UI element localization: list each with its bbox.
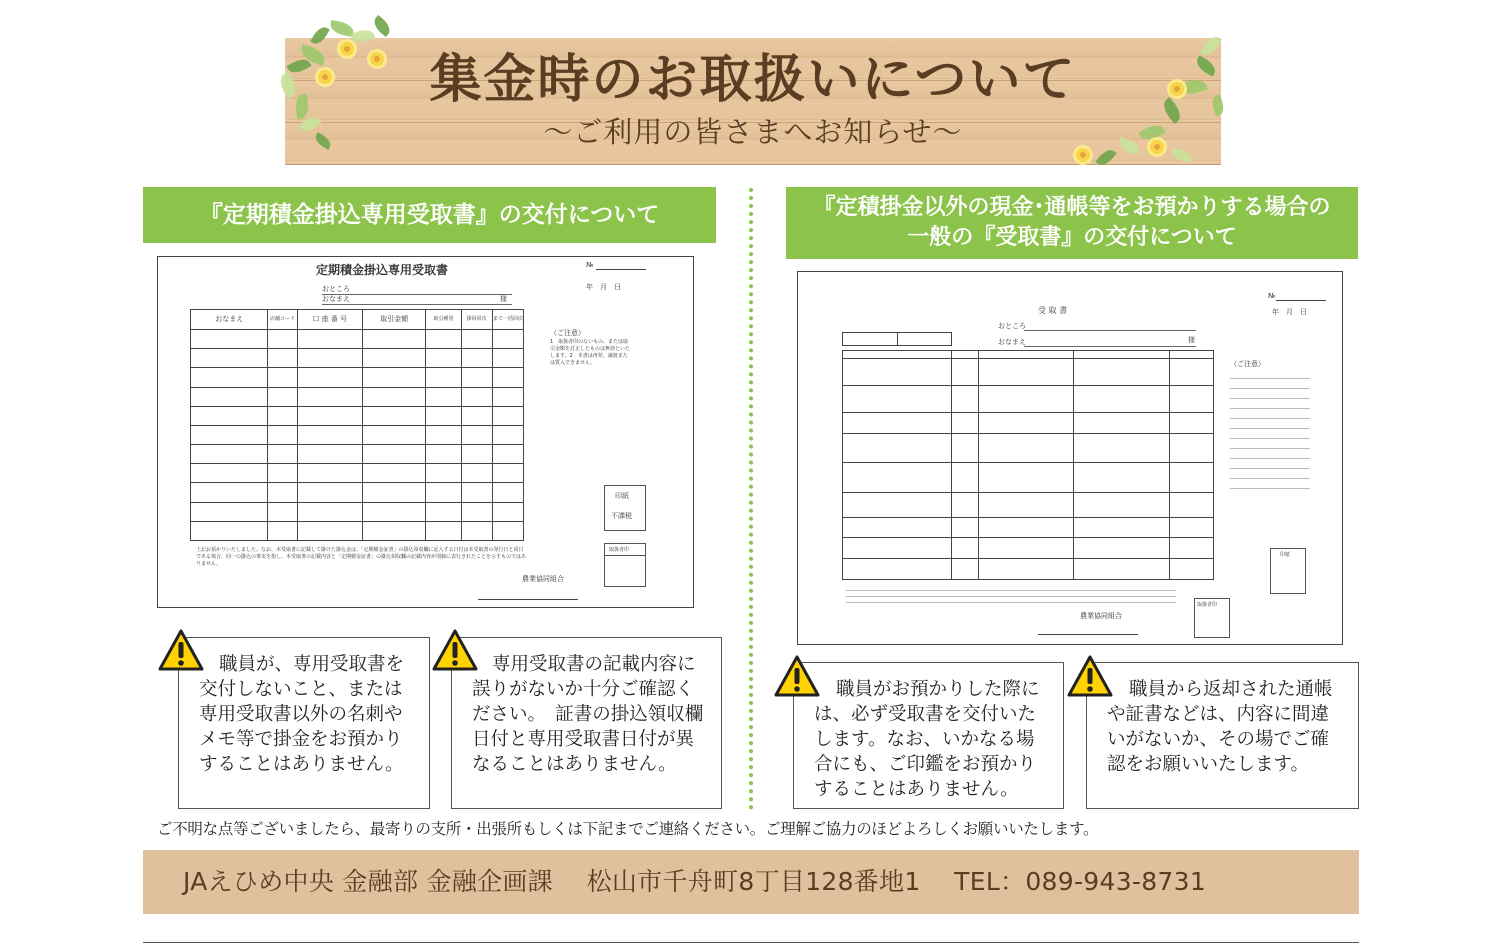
general-form-title: 受 取 書 xyxy=(1038,306,1068,315)
notice-text-1: 職員が、専用受取書を交付しないこと、または専用受取書以外の名刺やメモ等で掛金をお預かりすることはありません。 xyxy=(199,654,405,775)
general-stamp-box xyxy=(1270,548,1306,594)
form-footer-text: 上記お預かりいたしました。なお、本受取書に記載して掛けた掛込金は、「定期積金証書」の掛込領収欄に記入する日付は本受取書の発行日と同日である場合、同一の掛込の事実を指し、本受取書の記載内容と「定期積金証書」の掛込領収欄の記載内容が別個に表行されたことを示すものではありません。 xyxy=(196,547,527,567)
general-form-name: おなまえ xyxy=(998,338,1026,346)
warning-icon xyxy=(431,628,479,676)
col-installment: 掛回回次 xyxy=(466,316,487,322)
periodic-deposit-receipt-form xyxy=(157,256,694,608)
form-title: 定期積金掛込専用受取書 xyxy=(316,263,449,277)
right-heading-line-1: 『定積掛金以外の現金･通帳等をお預かりする場合の xyxy=(813,195,1331,220)
general-handler-label: 取扱者印 xyxy=(1197,602,1218,608)
general-form-no: № xyxy=(1268,292,1276,300)
general-form-date: 年 月 日 xyxy=(1272,308,1307,316)
left-section-heading: 『定期積金掛込専用受取書』の交付について xyxy=(143,187,716,243)
stamp-label-1: 印紙 xyxy=(615,492,629,500)
general-form-notes-heading: （ご注意） xyxy=(1230,360,1265,368)
col-lump-sum: まで一括回次 xyxy=(492,316,523,322)
form-address-label: おところ xyxy=(322,285,350,293)
stamp-box xyxy=(604,485,646,531)
general-form-address: おところ xyxy=(998,322,1026,330)
form-date-label: 年 月 日 xyxy=(586,283,621,291)
col-type: 取引種別 xyxy=(433,316,454,322)
notice-box-2 xyxy=(451,637,722,809)
col-account-no: 口 座 番 号 xyxy=(312,315,348,323)
general-form-union-label: 農業協同組合 xyxy=(1080,612,1122,620)
col-store-code: 店舗コード xyxy=(270,316,296,322)
form-union-label: 農業協同組合 xyxy=(522,575,564,583)
general-form-header-boxes xyxy=(842,332,952,346)
notice-box-3 xyxy=(793,662,1064,809)
form-honorific: 様 xyxy=(500,295,507,303)
general-receipt-table xyxy=(842,350,1214,580)
notice-text-3: 職員がお預かりした際には、必ず受取書を交付いたします。なお、いかなる場合にも、ご印鑑をお預かりすることはありません。 xyxy=(814,679,1040,800)
right-heading-line-2: 一般の『受取書』の交付について xyxy=(907,225,1237,250)
page-subtitle: ～ご利用の皆さまへお知らせ～ xyxy=(543,115,963,149)
general-stamp-label: 印紙 xyxy=(1280,552,1291,558)
general-handler-seal-box xyxy=(1194,598,1230,638)
footer-note: ご不明な点等ございましたら、最寄りの支所・出張所もしくは下記までご連絡ください。ご理解ご協力のほどよろしくお願いいたします。 xyxy=(157,820,1099,838)
warning-icon xyxy=(157,628,205,676)
general-form-notes-lines xyxy=(1230,372,1310,522)
stamp-label-2: 不課税 xyxy=(611,512,632,520)
receipt-table xyxy=(190,309,524,541)
col-name: おなまえ xyxy=(215,315,244,323)
notice-text-2: 専用受取書の記載内容に誤りがないか十分ご確認ください。 証書の掛込領収欄日付と専用受取書日付が異なることはありません。 xyxy=(472,654,704,775)
col-amount: 取引金額 xyxy=(380,315,409,323)
form-notes: 1 取扱者印のないもの、または取引金額を訂正したものは無効といたします。2 本書は再発、譲渡または質入できません。 xyxy=(550,339,631,366)
contact-info: JAえひめ中央 金融部 金融企画課 松山市千舟町8丁目128番地1 TEL：089-943-8731 xyxy=(183,867,1207,896)
general-form-honorific: 様 xyxy=(1188,336,1195,344)
notice-box-1 xyxy=(178,637,430,809)
form-name-label: おなまえ xyxy=(322,295,350,303)
page-title: 集金時のお取扱いについて xyxy=(429,50,1077,110)
handler-seal-box xyxy=(604,543,646,587)
warning-icon xyxy=(773,654,821,702)
notice-text-4: 職員から返却された通帳や証書などは、内容に間違いがないか、その場でご確認をお願いいたします。 xyxy=(1107,679,1333,775)
right-section-heading xyxy=(786,187,1358,259)
form-no-label: № xyxy=(586,261,594,269)
warning-icon xyxy=(1066,654,1114,702)
general-receipt-form xyxy=(797,271,1343,645)
handler-label: 取扱者印 xyxy=(609,547,630,553)
bottom-rule xyxy=(143,942,1359,943)
section-divider xyxy=(749,188,753,810)
form-notes-heading: （ご注意） xyxy=(550,329,585,337)
notice-box-4 xyxy=(1086,662,1359,809)
general-form-footer-lines xyxy=(846,586,1176,603)
